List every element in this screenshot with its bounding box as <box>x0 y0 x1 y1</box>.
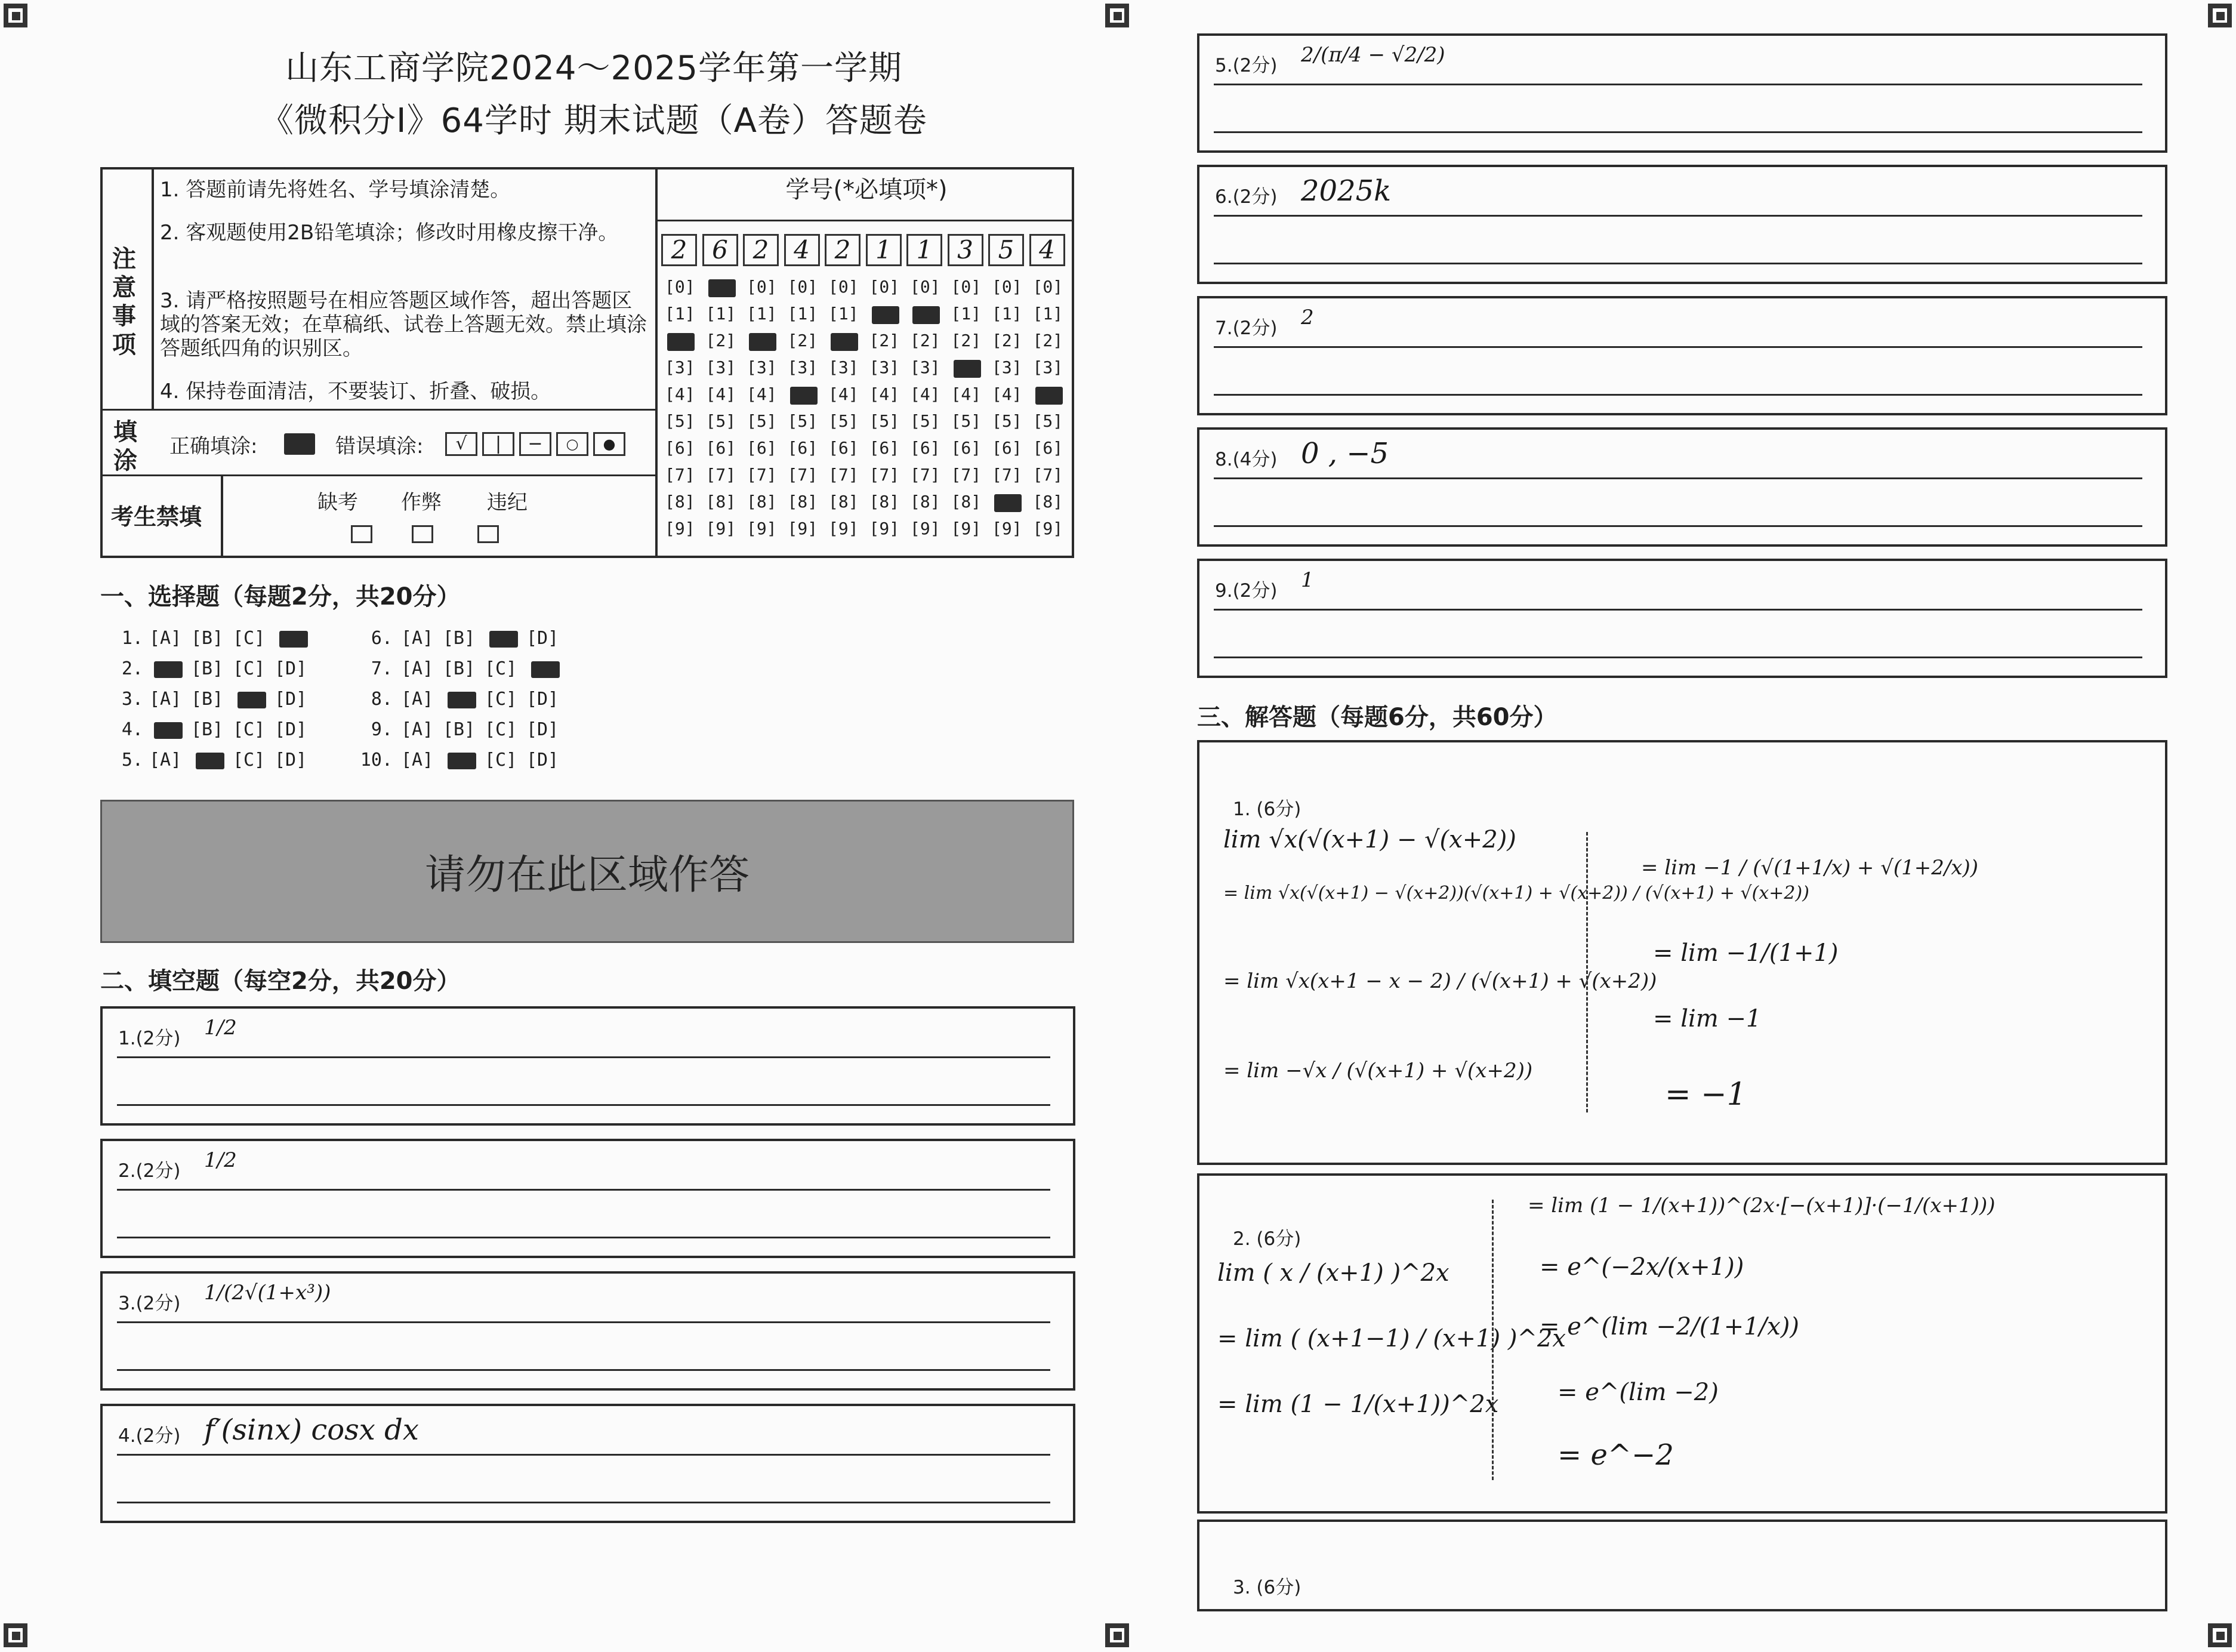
q1-left-step-2: = lim √x(√(x+1) − √(x+2))(√(x+1) + √(x+2)) / (√(x+1) + √(x+2)) <box>1223 883 1809 904</box>
corner-mark-top-center <box>1105 4 1129 27</box>
mc-option[interactable]: [B] <box>191 689 224 710</box>
corner-mark-top-left <box>4 4 27 27</box>
student-id-bubble[interactable]: [0] <box>910 277 940 297</box>
q2-right-step-5: = e^−2 <box>1558 1438 1674 1472</box>
mc-question-number: 1. <box>121 628 143 649</box>
student-id-bubble[interactable]: [3] <box>747 357 777 377</box>
student-id-bubble[interactable]: [8] <box>869 492 900 511</box>
answer-box-q1 <box>1197 740 2167 1165</box>
mc-option[interactable]: [D] <box>275 750 307 770</box>
fill-blank-box <box>100 1404 1075 1523</box>
mc-option[interactable]: [C] <box>233 750 266 770</box>
student-id-bubble[interactable]: [0] <box>869 277 900 297</box>
student-id-bubble[interactable]: [4] <box>951 384 982 404</box>
q2-label: 2. (6分) <box>1233 1228 1301 1250</box>
student-id-written-digit: 3 <box>948 234 983 266</box>
mc-option[interactable]: [A] <box>149 689 182 710</box>
mc-option[interactable]: [D] <box>275 719 307 740</box>
student-id-bubble[interactable]: [3] <box>828 357 859 377</box>
student-id-bubble[interactable]: [3] <box>1032 357 1063 377</box>
mc-question-number: 2. <box>121 658 143 679</box>
fill-blank-box <box>1197 33 2167 153</box>
wrong-mark-check: √ <box>445 432 477 456</box>
student-id-bubble[interactable]: [7] <box>665 465 695 485</box>
student-id-bubble[interactable]: [2] <box>1032 331 1063 350</box>
mc-option[interactable]: [D] <box>526 719 559 740</box>
mc-option[interactable]: [C] <box>233 658 266 679</box>
student-id-bubble[interactable]: [5] <box>869 411 900 431</box>
student-id-bubble-filled[interactable] <box>831 333 858 351</box>
student-id-bubble[interactable]: [3] <box>787 357 818 377</box>
fill-blank-label: 7.(2分) <box>1215 318 1278 339</box>
student-id-bubble[interactable]: [9] <box>665 519 695 538</box>
student-id-bubble[interactable]: [1] <box>951 304 982 323</box>
student-id-bubble[interactable]: [1] <box>665 304 695 323</box>
student-id-written-digit: 5 <box>988 234 1024 266</box>
mc-option-filled[interactable] <box>448 692 476 708</box>
student-id-title: 学号(*必填项*) <box>785 176 948 204</box>
student-id-bubble[interactable]: [8] <box>951 492 982 511</box>
mc-option[interactable]: [B] <box>191 628 224 649</box>
student-id-bubble[interactable]: [7] <box>787 465 818 485</box>
q1-left-step-4: = lim −√x / (√(x+1) + √(x+2)) <box>1223 1059 1533 1083</box>
q1-right-step-1: = lim −1 / (√(1+1/x) + √(1+2/x)) <box>1641 856 1979 880</box>
student-id-written-digit: 1 <box>866 234 902 266</box>
student-id-bubble[interactable]: [6] <box>665 438 695 458</box>
student-id-bubble[interactable]: [5] <box>828 411 859 431</box>
mc-option[interactable]: [A] <box>401 750 434 770</box>
notice-item-2: 2. 客观题使用2B铅笔填涂；修改时用橡皮擦干净。 <box>160 221 619 245</box>
section-2-title: 二、填空题（每空2分，共20分） <box>100 967 461 995</box>
q1-label: 1. (6分) <box>1233 799 1301 820</box>
wrong-mark-dash: − <box>519 432 551 456</box>
q2-divider <box>1492 1200 1496 1480</box>
notice-item-3: 3. 请严格按照题号在相应答题区域作答，超出答题区域的答案无效；在草稿纸、试卷上答题无效。禁止填涂答题纸四角的识别区。 <box>160 289 647 360</box>
mc-option[interactable]: [B] <box>443 628 476 649</box>
exam-option-violation-label: 违纪 <box>487 491 528 514</box>
student-id-bubble[interactable]: [9] <box>992 519 1022 538</box>
student-id-bubble[interactable]: [2] <box>951 331 982 350</box>
q2-left-step-1: lim ( x / (x+1) )^2x <box>1217 1259 1449 1287</box>
fill-blank-label: 3.(2分) <box>118 1293 181 1314</box>
mc-option-filled[interactable] <box>279 631 308 648</box>
student-id-bubble[interactable]: [2] <box>910 331 940 350</box>
student-id-bubble[interactable]: [0] <box>787 277 818 297</box>
student-id-bubble-filled[interactable] <box>912 306 940 324</box>
mc-option[interactable]: [C] <box>485 750 517 770</box>
student-id-bubble[interactable]: [6] <box>951 438 982 458</box>
student-id-written-digit: 6 <box>702 234 738 266</box>
student-id-bubble[interactable]: [6] <box>1032 438 1063 458</box>
student-id-bubble[interactable]: [2] <box>705 331 736 350</box>
mc-option[interactable]: [D] <box>526 628 559 649</box>
mc-option-filled[interactable] <box>238 692 266 708</box>
correct-fill-sample <box>284 433 315 455</box>
student-id-bubble[interactable]: [2] <box>992 331 1022 350</box>
fill-blank-answer[interactable]: 1/2 <box>204 1148 237 1172</box>
fill-blank-underline <box>117 1321 1050 1323</box>
student-id-written-digit: 4 <box>784 234 820 266</box>
fill-blank-label: 6.(2分) <box>1215 186 1278 208</box>
student-id-bubble[interactable]: [5] <box>951 411 982 431</box>
mc-option[interactable]: [B] <box>443 658 476 679</box>
mc-question-number: 8. <box>371 689 393 710</box>
student-id-bubble[interactable]: [9] <box>951 519 982 538</box>
fill-blank-underline <box>1214 215 2142 217</box>
q2-right-step-2: = e^(−2x/(x+1)) <box>1540 1253 1744 1281</box>
q2-right-step-3: = e^(lim −2/(1+1/x)) <box>1540 1313 1799 1340</box>
student-id-bubble[interactable]: [7] <box>910 465 940 485</box>
fill-blank-underline <box>117 1237 1050 1238</box>
section-3-title: 三、解答题（每题6分，共60分） <box>1197 704 1558 731</box>
student-id-bubble[interactable]: [3] <box>910 357 940 377</box>
student-id-bubble-filled[interactable] <box>1035 387 1063 405</box>
student-id-bubble[interactable]: [1] <box>1032 304 1063 323</box>
fill-blank-label: 1.(2分) <box>118 1028 181 1049</box>
student-id-bubble[interactable]: [7] <box>747 465 777 485</box>
mc-option[interactable]: [C] <box>485 658 517 679</box>
fill-blank-underline <box>1214 346 2142 348</box>
corner-mark-bottom-left <box>4 1623 27 1647</box>
notice-item-4: 4. 保持卷面清洁，不要装订、折叠、破损。 <box>160 380 551 403</box>
mc-option-filled[interactable] <box>154 722 183 739</box>
student-id-bubble[interactable]: [7] <box>705 465 736 485</box>
mc-option-filled[interactable] <box>489 631 518 648</box>
mc-option[interactable]: [C] <box>485 689 517 710</box>
q1-left-step-1: lim √x(√(x+1) − √(x+2)) <box>1223 826 1516 853</box>
exam-option-violation-box[interactable] <box>477 525 499 543</box>
q1-right-step-3: = lim −1 <box>1653 1005 1762 1032</box>
mc-option[interactable]: [C] <box>233 628 266 649</box>
page-title: 山东工商学院2024～2025学年第一学期 <box>285 49 903 88</box>
student-id-bubble[interactable]: [8] <box>665 492 695 511</box>
fill-blank-box <box>100 1139 1075 1258</box>
no-write-zone-text: 请勿在此区域作答 <box>424 851 750 899</box>
fill-blank-box <box>100 1006 1075 1126</box>
fill-blank-label: 5.(2分) <box>1215 55 1278 76</box>
fill-blank-underline <box>1214 525 2142 527</box>
fill-blank-underline <box>117 1369 1050 1371</box>
student-id-bubble[interactable]: [5] <box>910 411 940 431</box>
corner-mark-top-right <box>2208 4 2232 27</box>
exam-option-absent-box[interactable] <box>351 525 372 543</box>
mc-question-number: 6. <box>371 628 393 649</box>
mc-question-number: 9. <box>371 719 393 740</box>
fill-blank-box <box>1197 559 2167 678</box>
student-id-bubble-filled[interactable] <box>790 387 818 405</box>
student-id-written-digit: 2 <box>743 234 779 266</box>
student-id-bubble[interactable]: [4] <box>869 384 900 404</box>
student-id-bubble[interactable]: [9] <box>1032 519 1063 538</box>
fill-blank-underline <box>1214 131 2142 133</box>
section-1-title: 一、选择题（每题2分，共20分） <box>100 583 461 611</box>
student-id-bubble[interactable]: [9] <box>747 519 777 538</box>
student-id-bubble[interactable]: [8] <box>705 492 736 511</box>
mc-option-filled[interactable] <box>196 753 224 769</box>
student-id-bubble-filled[interactable] <box>708 279 736 297</box>
corner-mark-bottom-right <box>2208 1623 2232 1647</box>
student-id-bubble[interactable]: [5] <box>992 411 1022 431</box>
student-id-bubble[interactable]: [6] <box>869 438 900 458</box>
student-id-bubble[interactable]: [5] <box>747 411 777 431</box>
student-id-bubble[interactable]: [8] <box>747 492 777 511</box>
student-id-bubble[interactable]: [4] <box>910 384 940 404</box>
wrong-fill-samples <box>445 432 625 456</box>
fill-blank-box <box>100 1271 1075 1391</box>
notice-item-1: 1. 答题前请先将姓名、学号填涂清楚。 <box>160 178 511 202</box>
student-id-bubble[interactable]: [3] <box>992 357 1022 377</box>
student-id-bubble[interactable]: [8] <box>828 492 859 511</box>
q1-left-step-3: = lim √x(x+1 − x − 2) / (√(x+1) + √(x+2)) <box>1223 969 1657 993</box>
mc-option[interactable]: [A] <box>401 689 434 710</box>
correct-fill-label: 正确填涂: <box>169 434 258 458</box>
student-id-bubble-filled[interactable] <box>749 333 776 351</box>
fill-blank-underline <box>1214 394 2142 396</box>
student-id-bubble[interactable]: [7] <box>869 465 900 485</box>
fill-blank-label: 4.(2分) <box>118 1425 181 1447</box>
fill-blank-underline <box>117 1502 1050 1503</box>
student-id-bubble[interactable]: [3] <box>705 357 736 377</box>
fill-blank-answer[interactable]: 1/2 <box>204 1016 237 1040</box>
student-id-bubble[interactable]: [3] <box>869 357 900 377</box>
student-id-written-digit: 2 <box>661 234 697 266</box>
student-id-bubble-filled[interactable] <box>872 306 899 324</box>
fill-blank-answer[interactable]: f′(sinx) cosx dx <box>204 1413 419 1447</box>
student-id-bubble[interactable]: [2] <box>869 331 900 350</box>
exam-option-cheat-label: 作弊 <box>401 491 442 514</box>
student-id-bubble[interactable]: [1] <box>828 304 859 323</box>
student-id-bubble-filled[interactable] <box>667 333 695 351</box>
fill-blank-underline <box>1214 263 2142 264</box>
mc-option-filled[interactable] <box>531 661 560 678</box>
student-id-bubble[interactable]: [6] <box>705 438 736 458</box>
mc-option[interactable]: [A] <box>149 750 182 770</box>
student-id-bubble-filled[interactable] <box>954 360 981 378</box>
fill-blank-label: 2.(2分) <box>118 1160 181 1182</box>
wrong-mark-bar: | <box>482 432 514 456</box>
fill-blank-underline <box>1214 609 2142 611</box>
mc-question-number: 10. <box>360 750 393 770</box>
student-id-bubble[interactable]: [9] <box>869 519 900 538</box>
fill-blank-underline <box>117 1189 1050 1191</box>
fill-blank-answer[interactable]: 0 , −5 <box>1301 437 1389 470</box>
student-id-bubble[interactable]: [0] <box>747 277 777 297</box>
student-id-bubble[interactable]: [1] <box>992 304 1022 323</box>
mc-option[interactable]: [C] <box>233 719 266 740</box>
mc-option[interactable]: [D] <box>526 750 559 770</box>
student-id-bubble[interactable]: [1] <box>747 304 777 323</box>
mc-question-number: 4. <box>121 719 143 740</box>
mc-option-filled[interactable] <box>154 661 183 678</box>
fill-blank-underline <box>117 1056 1050 1058</box>
fill-side-label: 填涂 <box>113 418 137 474</box>
mc-option[interactable]: [D] <box>526 689 559 710</box>
mc-option[interactable]: [B] <box>191 719 224 740</box>
student-id-bubble[interactable]: [7] <box>1032 465 1063 485</box>
student-id-bubble[interactable]: [0] <box>951 277 982 297</box>
fill-blank-underline <box>1214 657 2142 658</box>
fill-blank-underline <box>117 1454 1050 1456</box>
student-id-bubble[interactable]: [6] <box>910 438 940 458</box>
q1-right-step-4: = −1 <box>1665 1077 1747 1112</box>
q1-divider <box>1586 832 1590 1112</box>
student-id-bubble[interactable]: [1] <box>787 304 818 323</box>
q1-right-step-2: = lim −1/(1+1) <box>1653 939 1839 967</box>
student-id-bubble[interactable]: [7] <box>828 465 859 485</box>
student-id-bubble[interactable]: [5] <box>1032 411 1063 431</box>
mc-option[interactable]: [D] <box>275 689 307 710</box>
student-id-bubble[interactable]: [5] <box>787 411 818 431</box>
student-id-bubble[interactable]: [0] <box>828 277 859 297</box>
fill-blank-label: 9.(2分) <box>1215 580 1278 602</box>
student-id-bubble[interactable]: [6] <box>787 438 818 458</box>
answer-box-q2 <box>1197 1173 2167 1514</box>
mc-option[interactable]: [B] <box>443 719 476 740</box>
student-id-bubble[interactable]: [4] <box>828 384 859 404</box>
student-id-bubble[interactable]: [6] <box>992 438 1022 458</box>
fill-blank-answer[interactable]: 2/(π/4 − √2/2) <box>1301 43 1445 67</box>
fill-blank-box <box>1197 165 2167 284</box>
exam-option-cheat-box[interactable] <box>412 525 433 543</box>
mc-question-number: 3. <box>121 689 143 710</box>
wrong-fill-label: 错误填涂: <box>335 434 424 458</box>
fill-blank-answer[interactable]: 2 <box>1301 306 1314 329</box>
mc-option[interactable]: [A] <box>149 628 182 649</box>
student-id-bubble[interactable]: [9] <box>828 519 859 538</box>
student-id-bubble[interactable]: [1] <box>705 304 736 323</box>
student-id-bubble[interactable]: [6] <box>828 438 859 458</box>
student-id-bubble[interactable]: [3] <box>665 357 695 377</box>
fill-blank-underline <box>1214 477 2142 479</box>
fill-blank-underline <box>1214 84 2142 85</box>
corner-mark-bottom-center <box>1105 1623 1129 1647</box>
student-id-bubble[interactable]: [6] <box>747 438 777 458</box>
student-id-bubble[interactable]: [5] <box>705 411 736 431</box>
student-id-bubble[interactable]: [0] <box>665 277 695 297</box>
mc-option[interactable]: [C] <box>485 719 517 740</box>
fill-blank-box <box>1197 427 2167 547</box>
fill-blank-box <box>1197 296 2167 415</box>
student-id-bubble[interactable]: [7] <box>951 465 982 485</box>
fill-blank-answer[interactable]: 2025k <box>1301 174 1392 208</box>
q3-label: 3. (6分) <box>1233 1577 1301 1598</box>
mc-option[interactable]: [B] <box>191 658 224 679</box>
mc-option[interactable]: [A] <box>401 658 434 679</box>
q2-left-step-3: = lim (1 − 1/(x+1))^2x <box>1217 1391 1499 1418</box>
wrong-mark-dot: ● <box>593 432 625 456</box>
student-id-written-digit: 2 <box>825 234 861 266</box>
fill-blank-label: 8.(4分) <box>1215 449 1278 470</box>
student-id-bubble[interactable]: [9] <box>787 519 818 538</box>
student-id-bubble[interactable]: [4] <box>705 384 736 404</box>
student-id-bubble[interactable]: [5] <box>665 411 695 431</box>
exam-option-absent-label: 缺考 <box>317 491 358 514</box>
exam-status-label: 考生禁填 <box>111 504 202 530</box>
page-subtitle: 《微积分I》64学时 期末试题（A卷）答题卷 <box>260 101 927 140</box>
student-id-written-digit: 1 <box>906 234 942 266</box>
mc-question-number: 7. <box>371 658 393 679</box>
student-id-bubble[interactable]: [4] <box>665 384 695 404</box>
student-id-bubble[interactable]: [9] <box>910 519 940 538</box>
student-id-bubble[interactable]: [4] <box>992 384 1022 404</box>
fill-blank-underline <box>117 1104 1050 1106</box>
student-id-bubble[interactable]: [8] <box>910 492 940 511</box>
mc-option-filled[interactable] <box>448 753 476 769</box>
student-id-written-digit: 4 <box>1029 234 1065 266</box>
q2-right-step-1: = lim (1 − 1/(x+1))^(2x·[−(x+1)]·(−1/(x+1))) <box>1528 1194 1996 1218</box>
mc-option[interactable]: [D] <box>275 658 307 679</box>
answer-box-q3 <box>1197 1520 2167 1611</box>
notice-side-label: 注意事项 <box>112 245 136 359</box>
student-id-bubble[interactable]: [9] <box>705 519 736 538</box>
student-id-bubble[interactable]: [8] <box>1032 492 1063 511</box>
mc-option[interactable]: [A] <box>401 719 434 740</box>
no-write-zone <box>100 800 1074 943</box>
student-id-bubble[interactable]: [4] <box>747 384 777 404</box>
mc-question-number: 5. <box>121 750 143 770</box>
student-id-bubble-filled[interactable] <box>994 494 1022 512</box>
q2-right-step-4: = e^(lim −2) <box>1558 1379 1719 1406</box>
fill-blank-answer[interactable]: 1 <box>1301 568 1314 592</box>
fill-blank-answer[interactable]: 1/(2√(1+x³)) <box>204 1281 331 1305</box>
student-id-bubble[interactable]: [0] <box>1032 277 1063 297</box>
student-id-bubble[interactable]: [7] <box>992 465 1022 485</box>
student-id-bubble[interactable]: [0] <box>992 277 1022 297</box>
student-id-bubble[interactable]: [8] <box>787 492 818 511</box>
q2-left-step-2: = lim ( (x+1−1) / (x+1) )^2x <box>1217 1325 1566 1352</box>
wrong-mark-circle: ○ <box>556 432 588 456</box>
mc-option[interactable]: [A] <box>401 628 434 649</box>
student-id-bubble[interactable]: [2] <box>787 331 818 350</box>
